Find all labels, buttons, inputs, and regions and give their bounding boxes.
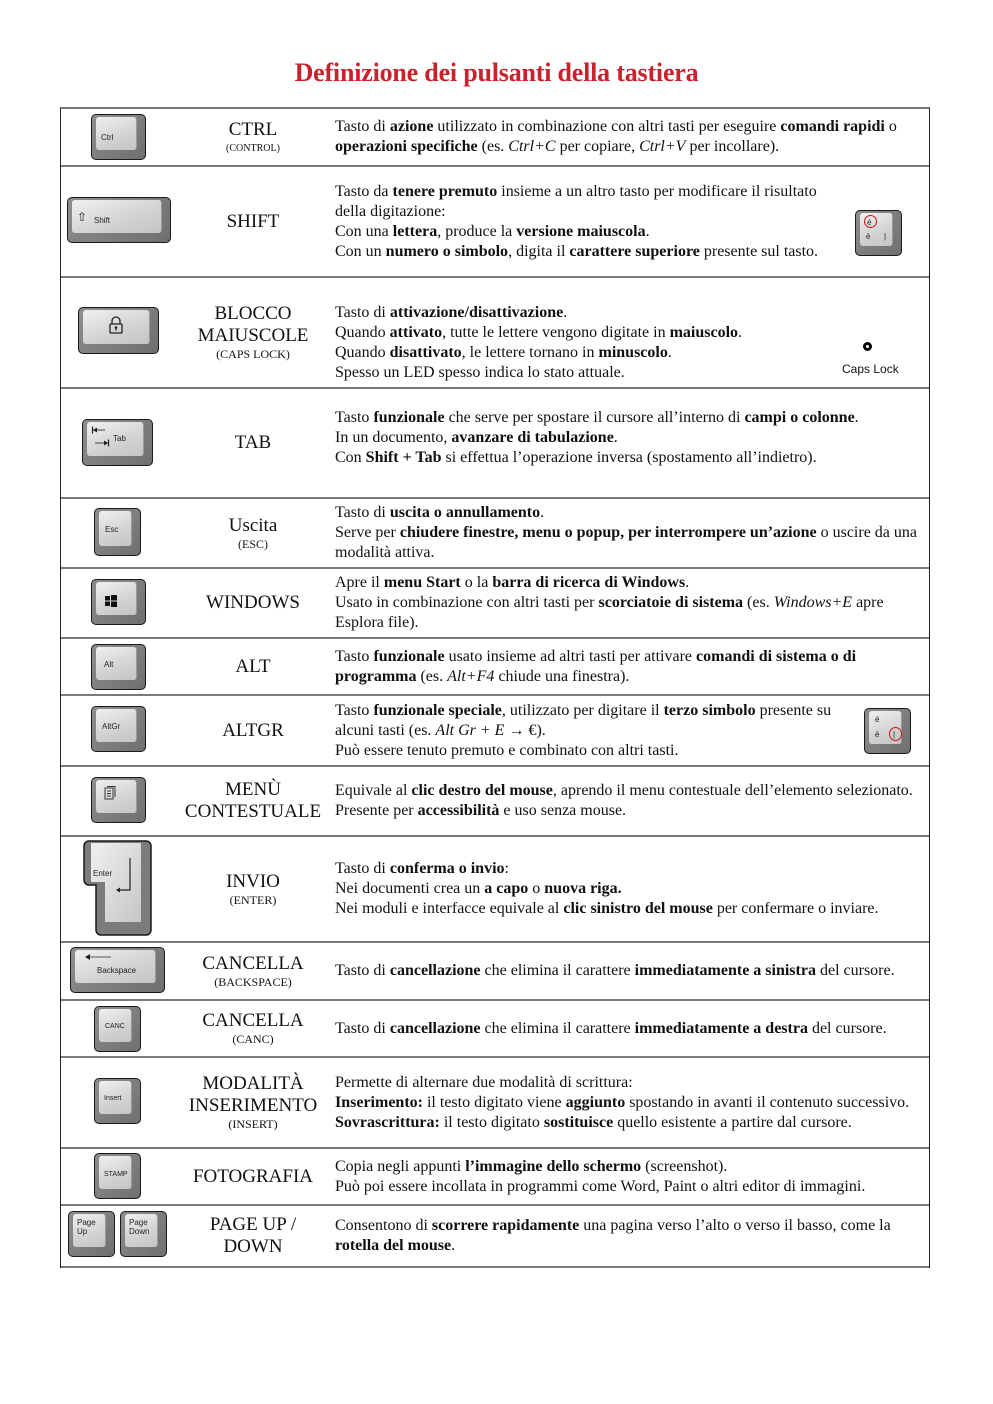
key-description bbox=[335, 639, 923, 694]
key-description bbox=[335, 1058, 923, 1147]
key-description bbox=[335, 167, 819, 276]
description-line: Nei moduli e interfacce equivale al clic sinistro del mouse per confermare o inviare. bbox=[335, 900, 879, 917]
description-line: Apre il menu Start o la barra di ricerca di Windows. bbox=[335, 574, 690, 591]
description-line: Tasto funzionale che serve per spostare il cursore all’interno di campi o colonne. bbox=[335, 409, 859, 426]
key-subname: (CAPS LOCK) bbox=[216, 347, 290, 361]
description-line: Spesso un LED spesso indica lo stato attuale. bbox=[335, 363, 625, 381]
description-line: Tasto di attivazione/disattivazione. bbox=[335, 303, 568, 321]
windows-logo-icon bbox=[105, 595, 117, 607]
description-line: Tasto di cancellazione che elimina il carattere immediatamente a sinistra del cursore. bbox=[335, 962, 895, 979]
page-down-key-icon: Page Down bbox=[120, 1211, 167, 1257]
key-subname: (INSERT) bbox=[228, 1117, 278, 1131]
highlight-circle-icon bbox=[864, 215, 877, 228]
context-menu-icon bbox=[104, 786, 116, 800]
key-subname: (CANC) bbox=[232, 1032, 274, 1046]
page-up-key-icon: Page Up bbox=[68, 1211, 115, 1257]
key-name: ALT bbox=[235, 655, 271, 677]
key-description bbox=[335, 569, 923, 637]
description-line: Tasto funzionale speciale, utilizzato per digitare il terzo simbolo presente su alcuni tasti (es. Alt Gr + E → €). bbox=[335, 701, 832, 739]
key-description bbox=[335, 837, 923, 941]
table-row-backspace bbox=[61, 943, 929, 1001]
description-line: Permette di alternare due modalità di scrittura: bbox=[335, 1073, 633, 1091]
key-subname: (ESC) bbox=[238, 536, 268, 551]
key-subname: (CONTROL) bbox=[226, 142, 280, 154]
key-name: INVIO bbox=[226, 870, 280, 892]
description-line: Tasto di azione utilizzato in combinazione con altri tasti per eseguire comandi rapidi o operazioni specifiche (es. Ctrl+C per copiare, Ctrl+V per incollare). bbox=[335, 118, 897, 155]
context-menu-key-icon bbox=[91, 777, 146, 823]
key-name: FOTOGRAFIA bbox=[192, 1165, 313, 1187]
key-description bbox=[335, 696, 859, 765]
tab-arrows-icon bbox=[91, 425, 113, 449]
altgr-key-icon: AltGr bbox=[91, 706, 146, 752]
key-description bbox=[335, 389, 923, 497]
key-description bbox=[335, 499, 923, 567]
description-line: Usato in combinazione con altri tasti per scorciatoie di sistema (es. Windows+E apre Esplora file). bbox=[335, 594, 884, 631]
padlock-icon bbox=[108, 315, 124, 335]
key-name: CANCELLA bbox=[202, 1010, 304, 1031]
description-line: Quando attivato, tutte le lettere vengono digitate in maiuscolo. bbox=[335, 323, 743, 341]
description-line: Tasto da tenere premuto insieme a un altro tasto per modificare il risultato della digitazione: bbox=[335, 182, 817, 220]
table-row-ctrl bbox=[61, 109, 929, 167]
description-line: Tasto funzionale usato insieme ad altri tasti per attivare comandi di sistema o di programma (es. Alt+F4 chiude una finestra). bbox=[335, 647, 857, 685]
key-name: PAGE UP / DOWN bbox=[209, 1214, 297, 1257]
key-name: MENÙ CONTESTUALE bbox=[184, 779, 322, 822]
description-line: Consentono di scorrere rapidamente una pagina verso l’alto o verso il basso, come la rotella del mouse. bbox=[335, 1217, 891, 1254]
description-line: Nei documenti crea un a capo o nuova riga. bbox=[335, 880, 622, 897]
enter-key-icon bbox=[83, 840, 153, 936]
table-row-page-up-down bbox=[61, 1206, 929, 1268]
key-name: BLOCCO MAIUSCOLE bbox=[197, 303, 309, 346]
description-line: Inserimento: il testo digitato viene aggiunto spostando in avanti il contenuto successivo. bbox=[335, 1093, 910, 1111]
description-line: Sovrascrittura: il testo digitato sostituisce quello esistente a partire dal cursore. bbox=[335, 1113, 852, 1131]
key-name: CTRL bbox=[228, 118, 278, 140]
key-description bbox=[335, 1206, 923, 1266]
led-label: Caps Lock bbox=[842, 362, 899, 376]
description-line: In un documento, avanzare di tabulazione. bbox=[335, 429, 618, 446]
description-line: Con un numero o simbolo, digita il carattere superiore presente sul tasto. bbox=[335, 242, 819, 260]
key-description bbox=[335, 278, 819, 387]
backspace-key-icon: Backspace bbox=[70, 947, 165, 993]
description-line: Equivale al clic destro del mouse, aprendo il menu contestuale dell’elemento selezionato. bbox=[335, 782, 913, 799]
key-subname: (ENTER) bbox=[229, 892, 277, 907]
keys-table bbox=[60, 107, 930, 1268]
description-line: Tasto di uscita o annullamento. bbox=[335, 504, 545, 521]
description-line: Presente per accessibilità e uso senza mouse. bbox=[335, 802, 627, 819]
shift-key-icon: ⇧ Shift bbox=[67, 197, 171, 243]
table-row-tab bbox=[61, 389, 929, 499]
key-description bbox=[335, 1001, 923, 1056]
key-description bbox=[335, 109, 923, 165]
description-line: Con una lettera, produce la versione maiuscola. bbox=[335, 222, 650, 240]
table-row-windows bbox=[61, 569, 929, 639]
key-name: WINDOWS bbox=[206, 592, 300, 613]
tab-key-icon: Tab bbox=[82, 419, 153, 466]
key-name: TAB bbox=[234, 432, 272, 453]
table-row-context-menu bbox=[61, 767, 929, 837]
windows-key-icon bbox=[91, 579, 146, 625]
table-row-enter bbox=[61, 837, 929, 943]
esc-key-icon: Esc bbox=[94, 508, 141, 556]
key-name: Uscita bbox=[228, 514, 278, 536]
table-row-canc bbox=[61, 1001, 929, 1058]
ctrl-key-icon: Ctrl bbox=[91, 114, 146, 160]
description-line: Tasto di cancellazione che elimina il carattere immediatamente a destra del cursore. bbox=[335, 1019, 887, 1037]
key-name: MODALITÀ INSERIMENTO bbox=[188, 1073, 318, 1116]
description-line: Tasto di conferma o invio: bbox=[335, 860, 509, 877]
key-subname: (BACKSPACE) bbox=[214, 974, 292, 989]
key-description bbox=[335, 943, 923, 999]
caps-lock-led-icon bbox=[863, 342, 872, 351]
alt-key-icon: Alt bbox=[91, 644, 146, 690]
table-row-print-screen bbox=[61, 1149, 929, 1206]
table-row-altgr bbox=[61, 696, 929, 767]
description-line: Con Shift + Tab si effettua l’operazione inversa (spostamento all’indietro). bbox=[335, 449, 817, 466]
key-description bbox=[335, 767, 923, 835]
page-title: Definizione dei pulsanti della tastiera bbox=[294, 58, 699, 87]
table-row-insert bbox=[61, 1058, 929, 1149]
key-description bbox=[335, 1149, 923, 1204]
description-line: Può essere tenuto premuto e combinato con altri tasti. bbox=[335, 741, 679, 759]
description-line: Quando disattivato, le lettere tornano in minuscolo. bbox=[335, 343, 672, 361]
description-line: Serve per chiudere finestre, menu o popup, per interrompere un’azione o uscire da una modalità attiva. bbox=[335, 524, 917, 561]
description-line: Copia negli appunti l’immagine dello schermo (screenshot). bbox=[335, 1157, 728, 1175]
key-name: ALTGR bbox=[222, 719, 284, 741]
stamp-key-icon: STAMP bbox=[94, 1153, 141, 1199]
key-name: CANCELLA bbox=[202, 952, 304, 974]
caps-lock-key-icon bbox=[78, 307, 159, 354]
e-accent-key-icon: é è | bbox=[864, 708, 911, 754]
svg-text:Enter: Enter bbox=[93, 869, 113, 878]
left-arrow-icon bbox=[85, 953, 111, 961]
shift-arrow-icon: ⇧ bbox=[77, 210, 88, 224]
canc-key-icon: CANC bbox=[94, 1006, 141, 1052]
e-accent-key-icon: é è | bbox=[855, 210, 902, 256]
insert-key-icon: Insert bbox=[94, 1078, 141, 1124]
table-row-caps-lock bbox=[61, 278, 929, 389]
highlight-circle-icon bbox=[889, 727, 902, 741]
table-row-alt bbox=[61, 639, 929, 696]
table-row-shift bbox=[61, 167, 929, 278]
key-name: SHIFT bbox=[226, 210, 280, 232]
table-row-esc bbox=[61, 499, 929, 569]
description-line: Può poi essere incollata in programmi come Word, Paint o altri editor di immagini. bbox=[335, 1177, 866, 1195]
